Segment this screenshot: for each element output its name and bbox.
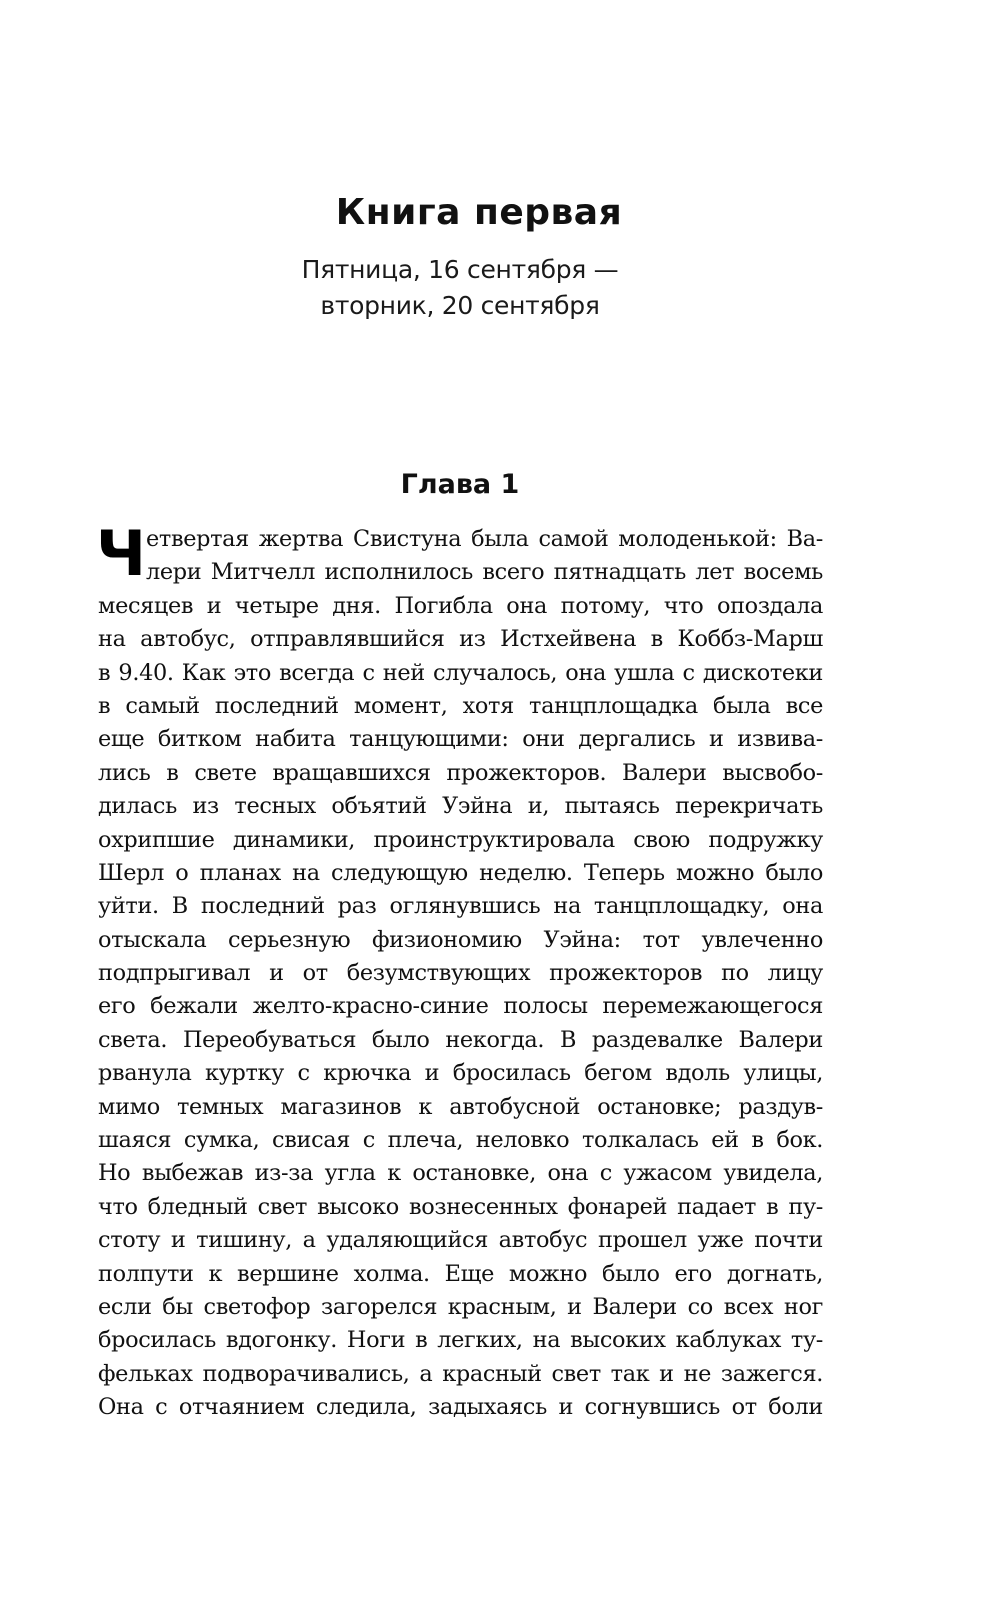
text-line: Но выбежав из-за угла к остановке, она с ужасом увидела,: [98, 1160, 823, 1187]
text-line: еще битком набита танцующими: они дергались и извива-: [98, 726, 823, 753]
text-line: что бледный свет высоко вознесенных фонарей падает в пу-: [98, 1193, 823, 1220]
text-line: лери Митчелл исполнилось всего пятнадцать лет восемь: [146, 559, 823, 586]
text-line: рванула куртку с крючка и бросилась бегом вдоль улицы,: [98, 1060, 823, 1087]
text-line: месяцев и четыре дня. Погибла она потому, что опоздала: [98, 592, 823, 619]
text-line: на автобус, отправлявшийся из Истхейвена в Коббз-Марш: [98, 626, 823, 653]
text-line: дилась из тесных объятий Уэйна и, пытаясь перекричать: [98, 793, 823, 820]
text-line: лись в свете вращавшихся прожекторов. Валери высвобо-: [98, 759, 823, 786]
book-title: Книга первая: [335, 192, 623, 233]
text-line: стоту и тишину, а удаляющийся автобус прошел уже почти: [98, 1227, 823, 1254]
text-line: в самый последний момент, хотя танцплощадка была все: [98, 692, 823, 719]
text-line: охрипшие динамики, проинструктировала свою подружку: [98, 826, 823, 853]
book-date-range: [0, 252, 920, 324]
text-line: отыскала серьезную физиономию Уэйна: тот увлеченно: [98, 926, 823, 953]
book-date-range-line-1: Пятница, 16 сентября —: [301, 255, 619, 284]
chapter-body-text: [96, 517, 823, 1425]
book-date-range-line-2: вторник, 20 сентября: [320, 291, 600, 320]
text-line: его бежали желто-красно-синие полосы перемежающегося: [98, 993, 823, 1020]
text-line: Она с отчаянием следила, задыхаясь и согнувшись от боли: [98, 1394, 823, 1421]
text-line: Шерл о планах на следующую неделю. Теперь можно было: [98, 859, 823, 886]
text-line: бросилась вдогонку. Ноги в легких, на высоких каблуках ту-: [98, 1327, 823, 1354]
text-line: етвертая жертва Свистуна была самой молоденькой: Ва-: [146, 526, 823, 552]
text-line: фельках подворачивались, а красный свет так и не зажегся.: [98, 1360, 823, 1387]
text-line: если бы светофор загорелся красным, и Валери со всех ног: [98, 1293, 823, 1320]
text-line: полпути к вершине холма. Еще можно было его догнать,: [98, 1260, 823, 1287]
text-line: мимо темных магазинов к автобусной остановке; раздув-: [98, 1093, 823, 1120]
chapter-title: Глава 1: [400, 469, 520, 500]
text-line: в 9.40. Как это всегда с ней случалось, она ушла с дискотеки: [98, 659, 823, 686]
drop-cap-letter: Ч: [96, 517, 147, 590]
text-line: шаяся сумка, свисая с плеча, неловко толкалась ей в бок.: [98, 1127, 823, 1154]
text-line: подпрыгивал и от безумствующих прожекторов по лицу: [98, 960, 823, 987]
text-line: уйти. В последний раз оглянувшись на танцплощадку, она: [98, 893, 823, 920]
text-line: света. Переобуваться было некогда. В раздевалке Валери: [98, 1026, 823, 1053]
